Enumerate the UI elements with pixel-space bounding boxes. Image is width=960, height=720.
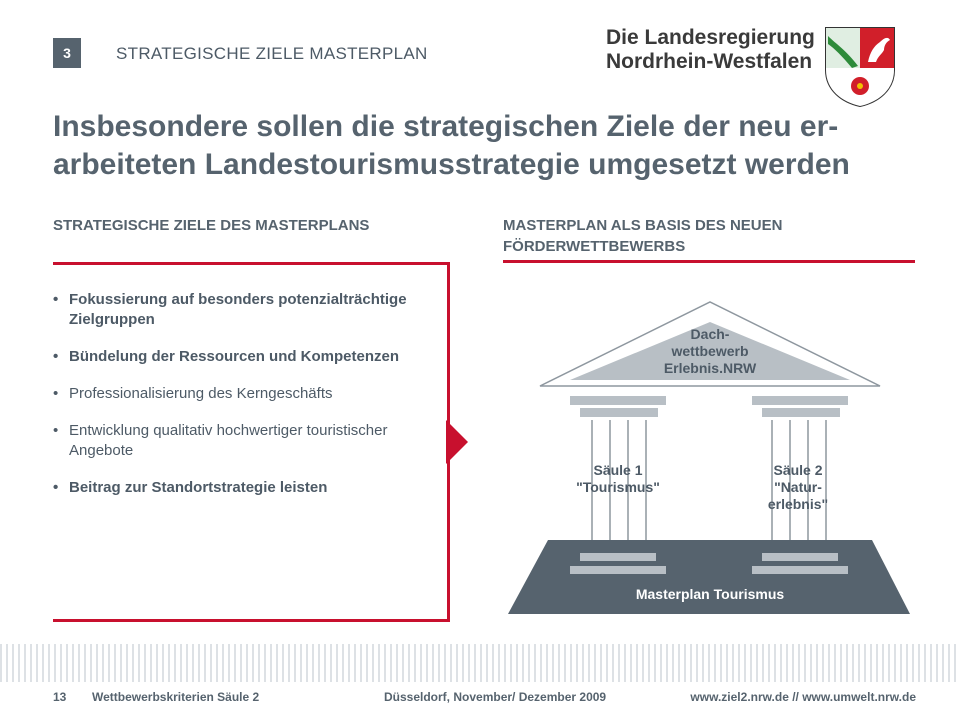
pillar-2-line-1: Säule 2 bbox=[773, 462, 823, 478]
government-logo-text bbox=[606, 26, 815, 74]
list-item: • Entwicklung qualitativ hochwertiger touristischer Angebote bbox=[53, 421, 423, 461]
roof-label bbox=[620, 326, 800, 377]
slide-headline bbox=[53, 108, 923, 184]
footer-left-text: Wettbewerbskriterien Säule 2 bbox=[92, 690, 260, 704]
right-heading-rule bbox=[503, 260, 915, 263]
chapter-number-badge: 3 bbox=[53, 38, 81, 68]
footer-center-text: Düsseldorf, November/ Dezember 2009 bbox=[384, 690, 607, 704]
pillar-2-line-2: "Natur- bbox=[774, 479, 822, 495]
pillar-1-line-2: "Tourismus" bbox=[576, 479, 660, 495]
pillar-2-line-3: erlebnis" bbox=[767, 496, 829, 512]
strategic-goals-list bbox=[53, 290, 423, 515]
list-item: • Fokussierung auf besonders potenzialträchtige Zielgruppen bbox=[53, 290, 423, 330]
headline-line-2: arbeiteten Landestourismusstrategie umgesetzt werden bbox=[53, 148, 850, 181]
list-item: • Beitrag zur Standortstrategie leisten bbox=[53, 478, 423, 498]
government-line-2: Nordrhein-Westfalen bbox=[606, 50, 813, 73]
government-line-1: Die Landesregierung bbox=[606, 26, 815, 49]
chapter-title: STRATEGISCHE ZIELE MASTERPLAN bbox=[116, 44, 428, 63]
right-heading-line-1: MASTERPLAN ALS BASIS DES NEUEN bbox=[503, 217, 783, 234]
footer-right-text: www.ziel2.nrw.de // www.umwelt.nrw.de bbox=[690, 690, 916, 704]
roof-line-3: Erlebnis.NRW bbox=[663, 360, 757, 376]
footer-decorative-stripe bbox=[0, 644, 960, 682]
pillar-1-label bbox=[555, 462, 681, 496]
right-heading-line-2: FÖRDERWETTBEWERBS bbox=[503, 238, 686, 255]
roof-line-2: wettbewerb bbox=[671, 343, 749, 359]
left-column-heading: STRATEGISCHE ZIELE DES MASTERPLANS bbox=[53, 217, 370, 234]
right-column-heading bbox=[503, 215, 923, 257]
nrw-coat-of-arms-icon bbox=[822, 24, 898, 108]
headline-line-1: Insbesondere sollen die strategischen Ziele der neu er- bbox=[53, 110, 839, 143]
list-item: • Bündelung der Ressourcen und Kompetenzen bbox=[53, 347, 423, 367]
page-number: 13 bbox=[53, 690, 67, 704]
pillar-2-label bbox=[735, 462, 861, 513]
list-item: • Professionalisierung des Kerngeschäfts bbox=[53, 384, 423, 404]
pillar-1-line-1: Säule 1 bbox=[593, 462, 643, 478]
footer bbox=[0, 690, 960, 710]
arrow-right-icon bbox=[446, 420, 468, 464]
base-label: Masterplan Tourismus bbox=[635, 586, 785, 602]
roof-line-1: Dach- bbox=[690, 326, 730, 342]
